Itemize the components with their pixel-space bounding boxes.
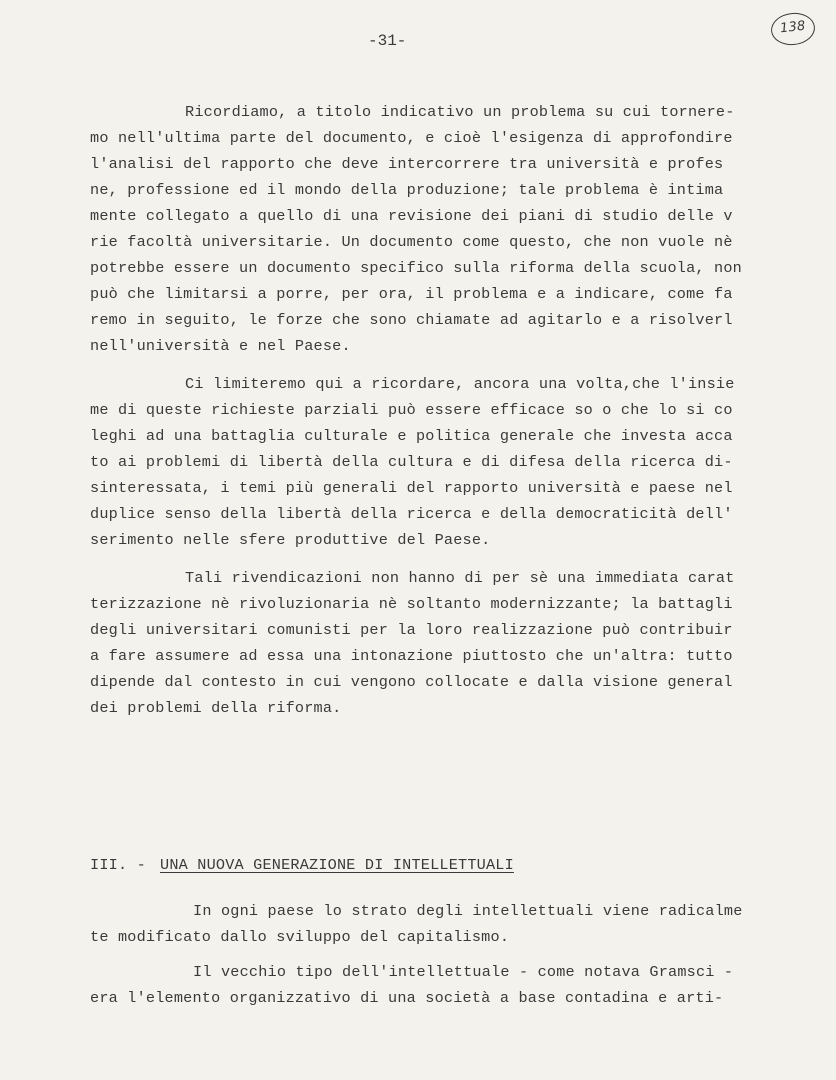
text-line: remo in seguito, le forze che sono chiamate ad agitarlo e a risolverl <box>90 311 733 329</box>
text-line: può che limitarsi a porre, per ora, il problema e a indicare, come fa <box>90 285 733 303</box>
text-line: leghi ad una battaglia culturale e politica generale che investa acca <box>90 427 733 445</box>
text-line: l'analisi del rapporto che deve intercorrere tra università e profes <box>90 155 724 173</box>
text-line: a fare assumere ad essa una intonazione piuttosto che un'altra: tutto <box>90 647 733 665</box>
text-line: rie facoltà universitarie. Un documento come questo, che non vuole nè <box>90 233 733 251</box>
section-heading-number: III. - <box>90 856 146 874</box>
text-line: serimento nelle sfere produttive del Paese. <box>90 531 491 549</box>
text-line: te modificato dallo sviluppo del capitalismo. <box>90 928 510 946</box>
text-line: Ricordiamo, a titolo indicativo un problema su cui tornere- <box>185 103 735 121</box>
text-line: In ogni paese lo strato degli intellettuali viene radicalme <box>193 902 743 920</box>
text-line: to ai problemi di libertà della cultura e di difesa della ricerca di- <box>90 453 733 471</box>
page-number: -31- <box>368 32 407 50</box>
text-line: degli universitari comunisti per la loro realizzazione può contribuir <box>90 621 733 639</box>
text-line: era l'elemento organizzativo di una società a base contadina e arti- <box>90 989 724 1007</box>
archive-number-stamp: 138 <box>769 11 816 47</box>
text-line: Ci limiteremo qui a ricordare, ancora una volta,che l'insie <box>185 375 735 393</box>
text-line: dei problemi della riforma. <box>90 699 342 717</box>
text-line: potrebbe essere un documento specifico sulla riforma della scuola, non <box>90 259 742 277</box>
text-line: Tali rivendicazioni non hanno di per sè una immediata carat <box>185 569 735 587</box>
text-line: terizzazione nè rivoluzionaria nè soltanto modernizzante; la battagli <box>90 595 733 613</box>
text-line: dipende dal contesto in cui vengono collocate e dalla visione general <box>90 673 733 691</box>
text-line: mente collegato a quello di una revisione dei piani di studio delle v <box>90 207 733 225</box>
text-line: me di queste richieste parziali può essere efficace so o che lo si co <box>90 401 733 419</box>
text-line: Il vecchio tipo dell'intellettuale - come notava Gramsci - <box>193 963 734 981</box>
text-line: duplice senso della libertà della ricerca e della democraticità dell' <box>90 505 733 523</box>
text-line: ne, professione ed il mondo della produzione; tale problema è intima <box>90 181 724 199</box>
text-line: sinteressata, i temi più generali del rapporto università e paese nel <box>90 479 733 497</box>
text-line: nell'università e nel Paese. <box>90 337 351 355</box>
section-heading-title: UNA NUOVA GENERAZIONE DI INTELLETTUALI <box>160 856 514 874</box>
text-line: mo nell'ultima parte del documento, e cioè l'esigenza di approfondire <box>90 129 733 147</box>
